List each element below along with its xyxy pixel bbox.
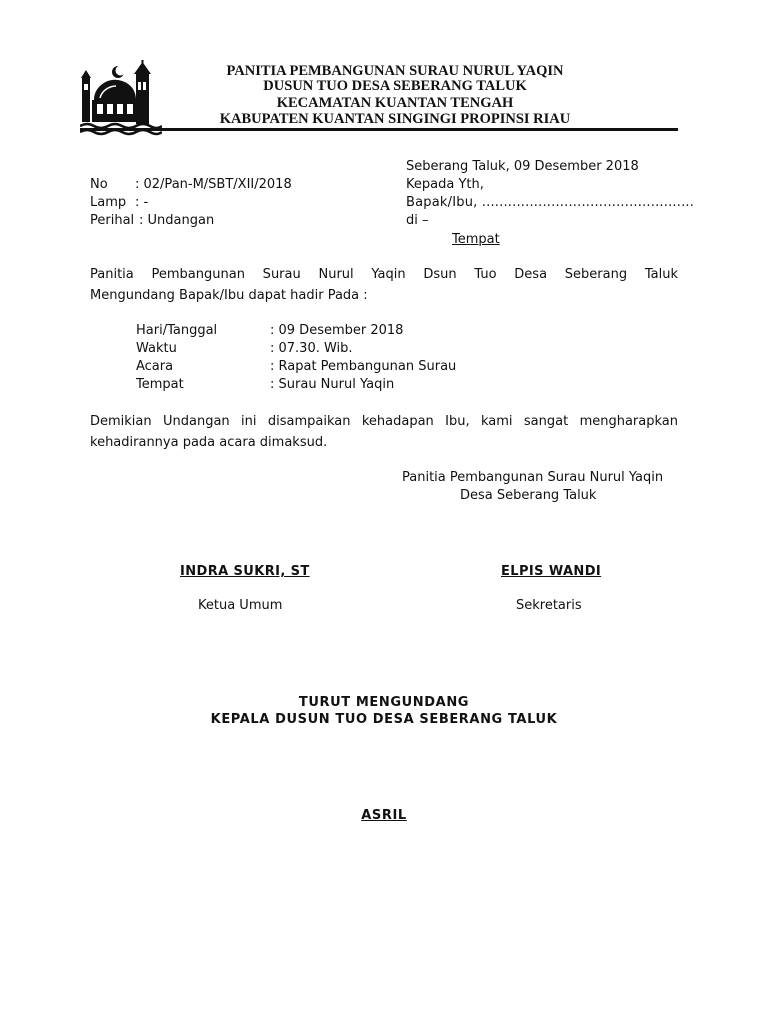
- header-divider: [80, 128, 678, 131]
- detail-label: Hari/Tanggal: [136, 323, 218, 338]
- mosque-logo: [80, 60, 162, 138]
- attachment-value: : -: [135, 195, 149, 210]
- attachment-label: Lamp: [90, 195, 127, 210]
- header-line-1: PANITIA PEMBANGUNAN SURAU NURUL YAQIN: [226, 63, 564, 79]
- detail-label: Tempat: [136, 377, 184, 392]
- subject-value: : Undangan: [139, 213, 215, 228]
- subject-label: Perihal: [90, 213, 135, 228]
- place-date: Seberang Taluk, 09 Desember 2018: [406, 159, 639, 174]
- recipient-line-1: Kepada Yth,: [406, 177, 484, 192]
- header-line-4: KABUPATEN KUANTAN SINGINGI PROPINSI RIAU: [219, 111, 571, 127]
- secretary-name: ELPIS WANDI: [501, 564, 602, 579]
- secretary-title: Sekretaris: [516, 598, 582, 613]
- header-line-3: KECAMATAN KUANTAN TENGAH: [276, 95, 514, 111]
- letter-number-value: : 02/Pan-M/SBT/XII/2018: [135, 177, 292, 192]
- detail-value: : Surau Nurul Yaqin: [270, 377, 395, 392]
- org-village: Desa Seberang Taluk: [460, 488, 597, 503]
- intro-line-2: Mengundang Bapak/Ibu dapat hadir Pada :: [90, 288, 368, 303]
- co-inviter-heading: TURUT MENGUNDANG: [298, 695, 470, 710]
- co-inviter-name: ASRIL: [361, 808, 407, 823]
- detail-value: : 07.30. Wib.: [270, 341, 353, 356]
- header-line-2: DUSUN TUO DESA SEBERANG TALUK: [263, 78, 527, 94]
- closing-line-1: Demikian Undangan ini disampaikan kehadapan Ibu, kami sangat mengharapkan: [90, 414, 678, 429]
- closing-line-2: kehadirannya pada acara dimaksud.: [90, 435, 328, 450]
- org-name: Panitia Pembangunan Surau Nurul Yaqin: [402, 470, 664, 485]
- detail-value: : 09 Desember 2018: [270, 323, 404, 338]
- intro-line-1: Panitia Pembangunan Surau Nurul Yaqin Dsun Tuo Desa Seberang Taluk: [90, 267, 678, 282]
- detail-label: Acara: [136, 359, 174, 374]
- recipient-place: Tempat: [452, 232, 500, 247]
- recipient-line-2: Bapak/Ibu, .................................................: [406, 195, 695, 210]
- letter-number-label: No: [90, 177, 108, 192]
- detail-value: : Rapat Pembangunan Surau: [270, 359, 457, 374]
- co-inviter-title: KEPALA DUSUN TUO DESA SEBERANG TALUK: [210, 712, 558, 727]
- chairman-name: INDRA SUKRI, ST: [180, 564, 310, 579]
- chairman-title: Ketua Umum: [198, 598, 283, 613]
- detail-label: Waktu: [136, 341, 177, 356]
- recipient-line-3: di –: [406, 213, 429, 228]
